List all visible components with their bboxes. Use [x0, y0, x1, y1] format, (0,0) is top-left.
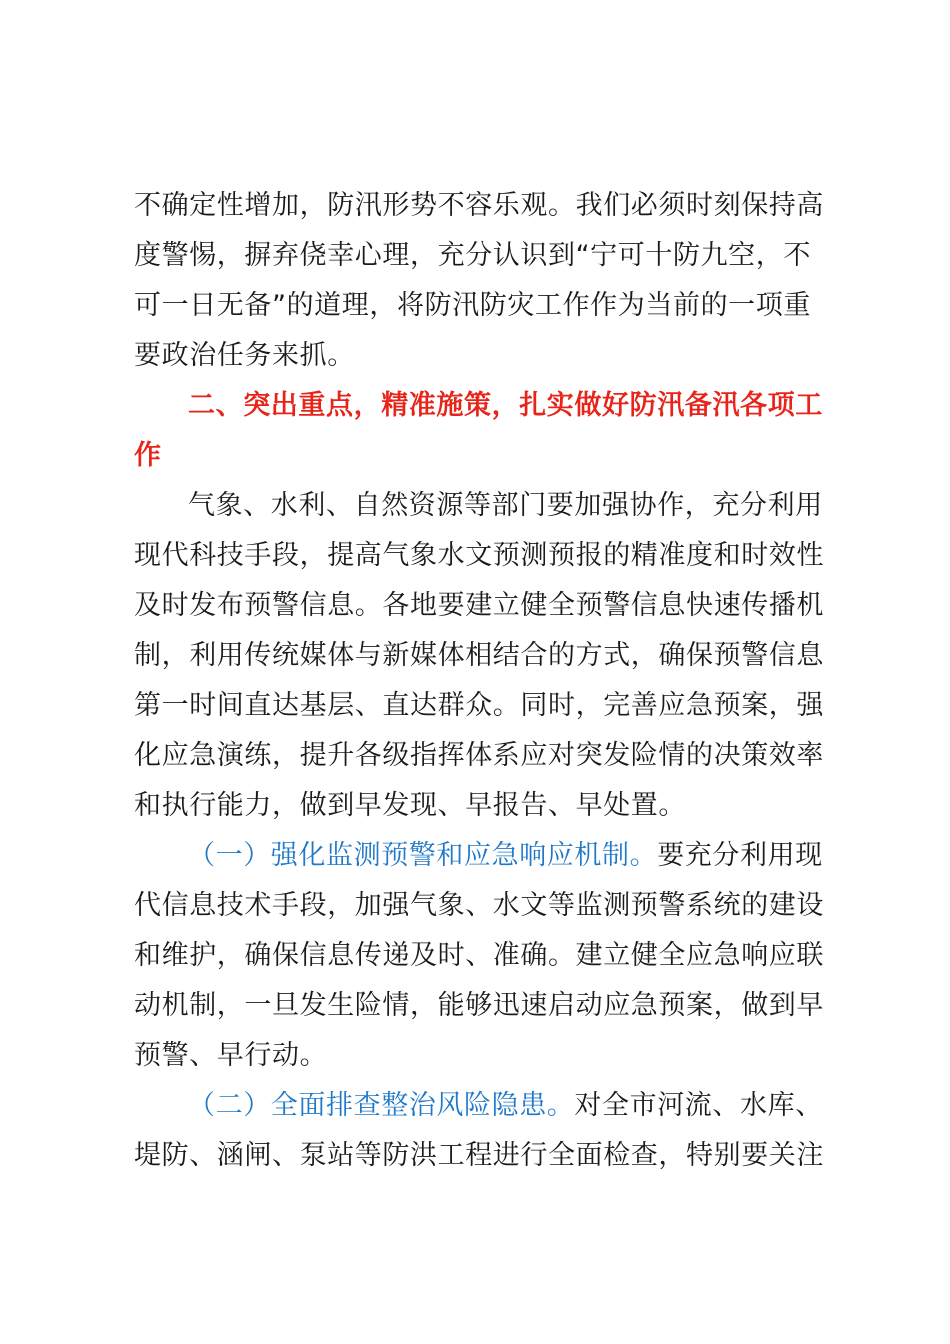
- subsection-2-line: 堤防、涵闸、泵站等防洪工程进行全面检查，特别要关注: [134, 1140, 824, 1171]
- subsection-1-title: （一）强化监测预警和应急响应机制。: [188, 840, 658, 871]
- subsection-2-title: （二）全面排查整治风险隐患。: [188, 1090, 575, 1121]
- document-body: [134, 181, 834, 1181]
- paragraph-2-line: 和执行能力，做到早发现、早报告、早处置。: [134, 790, 686, 821]
- subsection-1-line: 和维护，确保信息传递及时、准确。建立健全应急响应联: [134, 940, 824, 971]
- subsection-1-first-line: [134, 831, 834, 881]
- subsection-2-first-line: [134, 1081, 834, 1131]
- subsection-1-line: 代信息技术手段，加强气象、水文等监测预警系统的建设: [134, 890, 824, 921]
- paragraph-2-line: 现代科技手段，提高气象水文预测预报的精准度和时效性: [134, 540, 824, 571]
- paragraph-1-line: 可一日无备”的道理，将防汛防灾工作作为当前的一项重: [134, 290, 811, 321]
- section-heading-line: 作: [134, 440, 162, 471]
- subsection-1-line: 预警、早行动。: [134, 1040, 328, 1071]
- paragraph-1-line: 不确定性增加，防汛形势不容乐观。我们必须时刻保持高: [134, 190, 824, 221]
- section-heading-line: 二、突出重点，精准施策，扎实做好防汛备汛各项工: [188, 390, 823, 421]
- paragraph-2-line: 制，利用传统媒体与新媒体相结合的方式，确保预警信息: [134, 640, 824, 671]
- subsection-2-first-line-text: 对全市河流、水库、: [574, 1090, 823, 1121]
- subsection-1-line: 动机制，一旦发生险情，能够迅速启动应急预案，做到早: [134, 990, 824, 1021]
- paragraph-1-line: 要政治任务来抓。: [134, 340, 355, 371]
- subsection-1-first-line-text: 要充分利用现: [657, 840, 823, 871]
- paragraph-2-line: 化应急演练，提升各级指挥体系应对突发险情的决策效率: [134, 740, 824, 771]
- paragraph-2-line: 气象、水利、自然资源等部门要加强协作，充分利用: [188, 490, 823, 521]
- paragraph-2-line: 第一时间直达基层、直达群众。同时，完善应急预案，强: [134, 690, 824, 721]
- paragraph-1-line: 度警惕，摒弃侥幸心理，充分认识到“宁可十防九空，不: [134, 240, 811, 271]
- paragraph-2-line: 及时发布预警信息。各地要建立健全预警信息快速传播机: [134, 590, 824, 621]
